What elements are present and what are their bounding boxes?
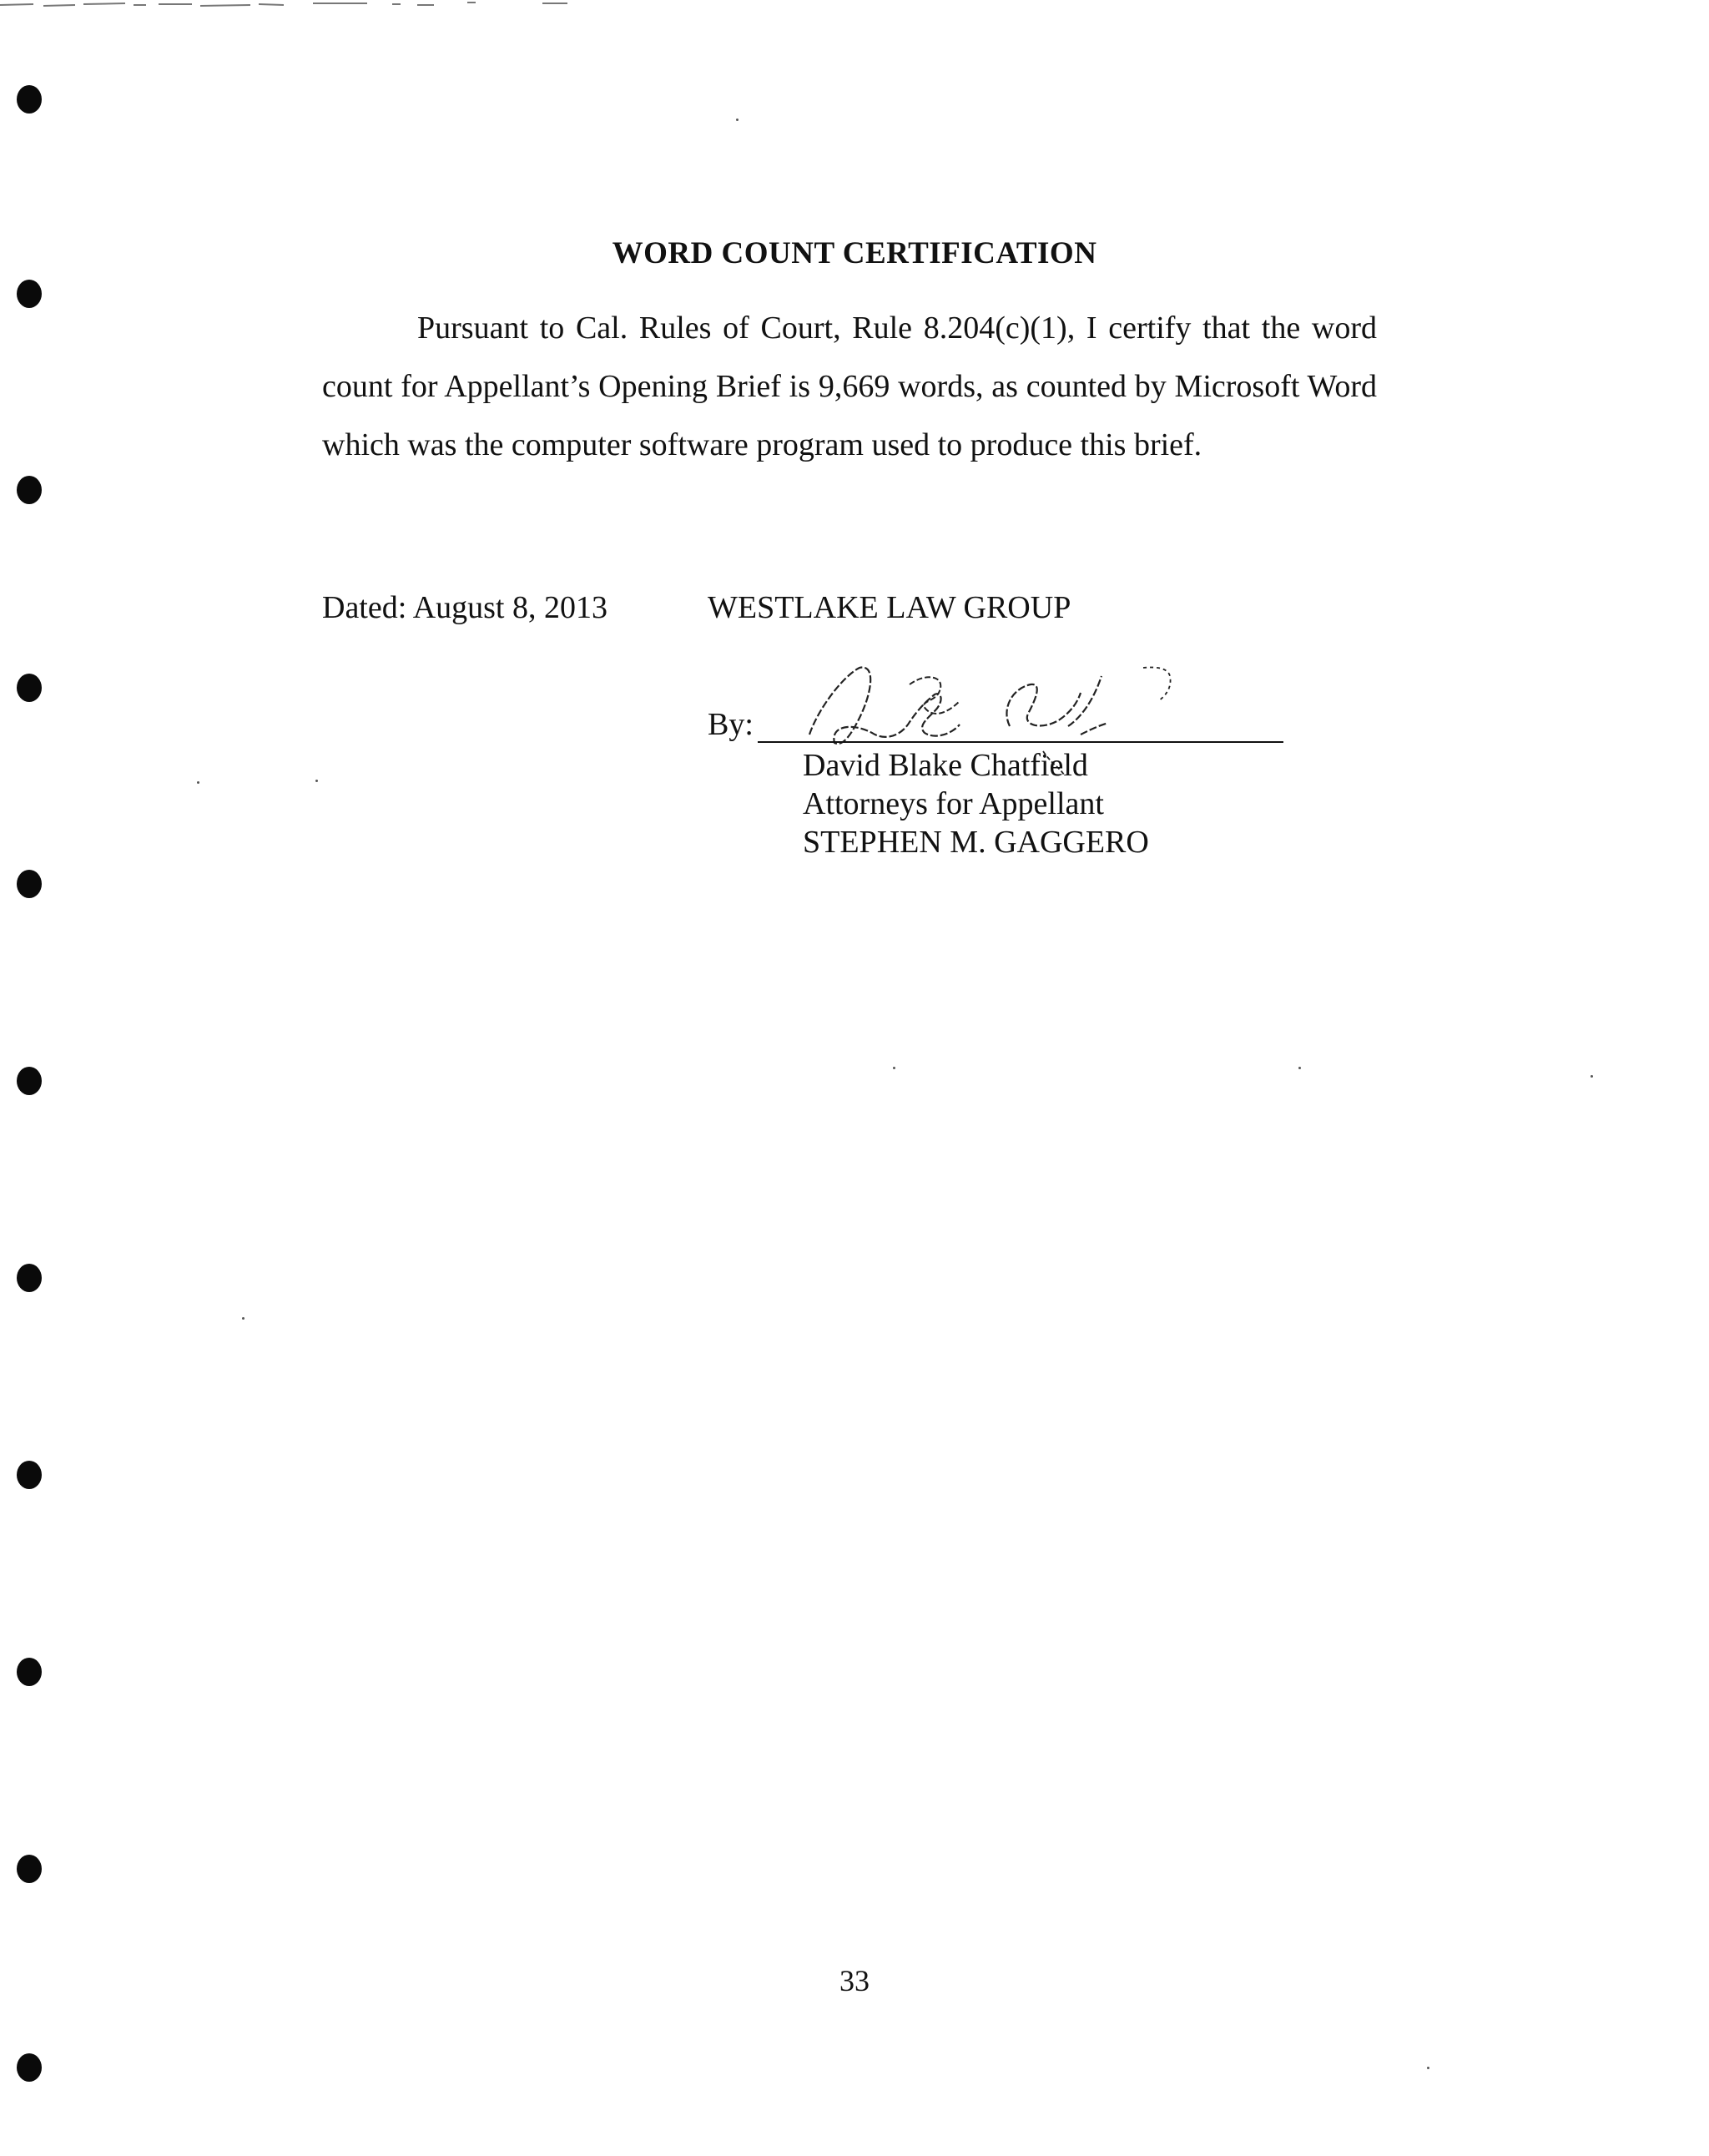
scan-speck <box>1591 1075 1593 1078</box>
certification-paragraph: Pursuant to Cal. Rules of Court, Rule 8.204(c)(1), I certify that the word count for Appellant’s Opening Brief is 9,669 words, as counted by Microsoft Word which was the computer software program used to produce this brief. <box>322 311 1377 462</box>
punch-hole <box>17 870 42 898</box>
scan-speck <box>1427 2067 1429 2069</box>
scan-artifact <box>0 0 584 12</box>
scan-speck <box>197 781 199 784</box>
scan-speck <box>893 1067 895 1069</box>
punch-hole <box>17 1658 42 1686</box>
scan-speck <box>736 119 739 121</box>
page-number: 33 <box>839 1964 870 1997</box>
by-label: By: <box>708 707 754 742</box>
punch-hole <box>17 85 42 114</box>
date-line: Dated: August 8, 2013 <box>322 590 607 625</box>
punch-hole <box>17 674 42 702</box>
punch-hole <box>17 280 42 308</box>
scan-speck <box>1298 1067 1301 1069</box>
page-title: WORD COUNT CERTIFICATION <box>612 236 1097 270</box>
signer-name: David Blake Chatfield <box>803 748 1088 783</box>
signer-role: Attorneys for Appellant <box>803 786 1104 821</box>
firm-name: WESTLAKE LAW GROUP <box>708 590 1071 625</box>
punch-hole <box>17 1264 42 1292</box>
scan-speck <box>242 1317 245 1320</box>
punch-hole <box>17 476 42 504</box>
punch-hole <box>17 1855 42 1883</box>
punch-hole <box>17 1067 42 1095</box>
signature-block <box>803 746 1149 861</box>
punch-hole <box>17 2053 42 2082</box>
scan-speck <box>315 780 318 782</box>
client-name: STEPHEN M. GAGGERO <box>803 825 1149 860</box>
signature-line <box>758 741 1283 743</box>
punch-hole <box>17 1461 42 1489</box>
